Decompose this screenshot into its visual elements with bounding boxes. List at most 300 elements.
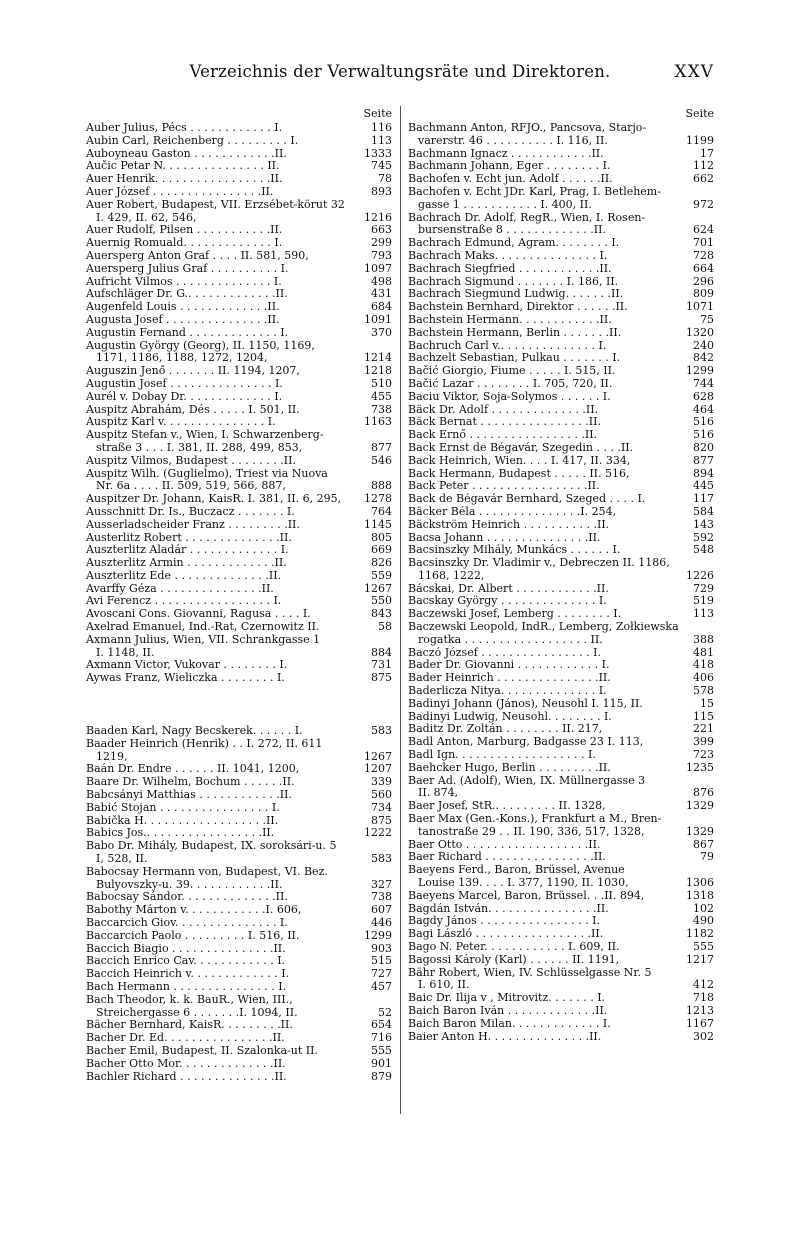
entry-page: 716 [371, 1031, 392, 1045]
index-entry [408, 877, 714, 890]
index-entry [408, 979, 714, 992]
entry-page: 628 [693, 389, 714, 403]
entry-page [683, 557, 714, 570]
entry-page: 663 [371, 223, 392, 237]
entry-page: 745 [371, 159, 392, 173]
entry-page: 58 [378, 620, 392, 634]
index-entry [86, 943, 392, 956]
index-entry [408, 698, 714, 711]
index-entry [86, 672, 392, 685]
index-entry [408, 263, 714, 276]
entry-text: straße 3 . . . I. 381, II. 288, 499, 853, [96, 441, 303, 454]
index-entry [408, 532, 714, 545]
entry-text: Baehcker Hugo, Berlin . . . . . . . . .II. [408, 761, 611, 774]
entry-page: 516 [693, 415, 714, 429]
index-entry [86, 1058, 392, 1071]
entry-page: 809 [693, 287, 714, 301]
entry-text: Aubin Carl, Reichenberg . . . . . . . . . I. [86, 134, 299, 147]
entry-page: 901 [371, 1056, 392, 1070]
entry-text: Auer Rudolf, Pilsen . . . . . . . . . . .II. [86, 224, 283, 237]
entry-text: Bachmann Anton, RFJO., Pancsova, Starjo- [408, 122, 647, 134]
entry-text: Aurél v. Dobay Dr. . . . . . . . . . . . . I. [86, 390, 283, 403]
entry-page: 583 [371, 852, 392, 866]
entry-page: 15 [700, 696, 714, 710]
entry-page: 583 [371, 724, 392, 738]
index-entry [408, 915, 714, 928]
entry-text: Bagdy János . . . . . . . . . . . . . . . . I. [408, 915, 600, 928]
entry-text: Streichergasse 6 . . . . . . .I. 1094, II. [96, 1006, 298, 1019]
index-entry [86, 725, 392, 738]
entry-text: Baer Richard . . . . . . . . . . . . . . . .II. [408, 851, 606, 864]
entry-text: Auersperg Julius Graf . . . . . . . . . . I. [86, 262, 289, 275]
entry-page [361, 429, 392, 442]
entry-page: 624 [693, 223, 714, 237]
index-entry [86, 802, 392, 815]
entry-page: 972 [693, 197, 714, 211]
entry-page: 1145 [364, 517, 392, 531]
index-entry [408, 1018, 714, 1031]
index-entry [86, 173, 392, 186]
entry-page: 548 [693, 543, 714, 557]
entry-page: 684 [371, 300, 392, 314]
index-entry [86, 301, 392, 314]
entry-text: Bachstein Hermann, Berlin . . . . . . .II. [408, 326, 622, 339]
entry-page: 412 [693, 978, 714, 992]
entry-text: Baeyens Marcel, Baron, Brüssel. . .II. 894, [408, 889, 645, 902]
entry-page: 339 [371, 775, 392, 789]
entry-page: 431 [371, 287, 392, 301]
entry-text: Austerlitz Robert . . . . . . . . . . . . . .II. [86, 531, 292, 544]
index-entry [86, 955, 392, 968]
entry-text: Badl Ign. . . . . . . . . . . . . . . . . . . I. [408, 749, 596, 762]
entry-page: 877 [693, 453, 714, 467]
entry-page: 1217 [686, 952, 714, 966]
index-entry [86, 212, 392, 225]
entry-text: bursenstraße 8 . . . . . . . . . . . . .II. [418, 224, 606, 237]
index-entry [408, 685, 714, 698]
entry-page: 654 [371, 1018, 392, 1032]
entry-text: Baeyens Ferd., Baron, Brüssel, Avenue [408, 864, 625, 877]
entry-page: 662 [693, 172, 714, 186]
entry-text: Bäck Bernat . . . . . . . . . . . . . . . .II. [408, 416, 601, 429]
index-entry [86, 595, 392, 608]
entry-text: Augusta Josef . . . . . . . . . . . . . . .II. [86, 313, 280, 326]
index-entry [408, 160, 714, 173]
entry-page: 875 [371, 671, 392, 685]
entry-text: Babocsay Sándor. . . . . . . . . . . . . .II. [86, 891, 288, 904]
entry-text: Baer Otto . . . . . . . . . . . . . . . . . .II. [408, 838, 601, 851]
index-entry [408, 813, 714, 826]
entry-text: Baczó József . . . . . . . . . . . . . . . . I. [408, 646, 601, 659]
page-number: XXV [674, 62, 714, 82]
entry-text: Babothy Márton v. . . . . . . . . . . .I. 606, [86, 904, 302, 917]
entry-page: 1167 [686, 1016, 714, 1030]
index-entry [86, 532, 392, 545]
entry-text: Auer József . . . . . . . . . . . . . . . .II. [86, 185, 274, 198]
index-entry [86, 751, 392, 764]
entry-text: Louise 139. . . . I. 377, 1190, II. 1030, [418, 877, 629, 890]
entry-text: Baer Ad. (Adolf), Wien, IX. Müllnergasse 3 [408, 774, 646, 787]
entry-text: Baare Dr. Wilhelm, Bochum . . . . . .II. [86, 776, 295, 789]
entry-page: 299 [371, 236, 392, 250]
entry-page: 723 [693, 748, 714, 762]
index-entry [408, 276, 714, 289]
entry-page: 221 [693, 722, 714, 736]
index-entry [86, 981, 392, 994]
index-entry [86, 263, 392, 276]
entry-page: 729 [693, 581, 714, 595]
index-entry [86, 738, 392, 751]
entry-page: 446 [371, 916, 392, 930]
index-entry [86, 891, 392, 904]
entry-page: 555 [693, 940, 714, 953]
index-entry [408, 711, 714, 724]
entry-text: Bagdán István. . . . . . . . . . . . . . . .II. [408, 902, 609, 915]
index-entry [86, 659, 392, 672]
entry-text: Back Ernő . . . . . . . . . . . . . . . . .II. [408, 429, 598, 442]
index-entry [86, 237, 392, 250]
page-header [86, 62, 714, 92]
index-entry [408, 954, 714, 967]
entry-page: 867 [693, 837, 714, 851]
entry-page: 1222 [364, 826, 392, 840]
index-entry [408, 506, 714, 519]
entry-text: Babocsay Hermann von, Budapest, VI. Bez. [86, 865, 328, 878]
seite-label-right: Seite [685, 107, 714, 120]
entry-page: 143 [693, 517, 714, 531]
entry-text: Badinyi Ludwig, Neusohl. . . . . . . . I. [408, 710, 612, 723]
index-entry [86, 827, 392, 840]
entry-text: I. 1148, II. [96, 646, 155, 659]
entry-text: Augustin Josef . . . . . . . . . . . . . . . I. [86, 377, 283, 390]
entry-page: 115 [693, 709, 714, 723]
index-entry [86, 763, 392, 776]
entry-text: Baccich Enrico Cav. . . . . . . . . . . . I. [86, 955, 286, 968]
index-entry [408, 122, 714, 135]
entry-text: Bachrach Edmund, Agram. . . . . . . . I. [408, 237, 620, 250]
entry-page: 498 [371, 274, 392, 288]
entry-page: 113 [693, 607, 714, 621]
entry-text: Badl Anton, Marburg, Badgasse 23 I. 113, [408, 736, 644, 749]
entry-text: Baich Baron Iván . . . . . . . . . . . . .II. [408, 1004, 608, 1017]
section-gap [86, 685, 392, 725]
entry-page: 1329 [686, 824, 714, 838]
entry-page [683, 813, 714, 826]
entry-page: 826 [371, 556, 392, 570]
entry-page: 1163 [364, 415, 392, 429]
index-entry [86, 776, 392, 789]
index-entry [86, 352, 392, 365]
entry-text: Bachmann Ignacz . . . . . . . . . . . .II. [408, 147, 604, 160]
entry-text: varerstr. 46 . . . . . . . . . . I. 116, II. [418, 134, 608, 147]
entry-text: Baccich Biagio . . . . . . . . . . . . . . .II. [86, 942, 286, 955]
entry-page: 559 [371, 568, 392, 582]
index-entry [408, 826, 714, 839]
entry-page: 555 [371, 1043, 392, 1057]
entry-text: Baccarcich Paolo . . . . . . . . . I. 516, II. [86, 929, 300, 942]
entry-text: Bachrach Siegmund Ludwig. . . . . . .II. [408, 288, 624, 301]
entry-text: Bachstein Bernhard, Direktor . . . . . .II. [408, 301, 628, 314]
entry-page: 481 [693, 645, 714, 659]
entry-text: Auer Robert, Budapest, VII. Erzsébet-körut 32 [86, 198, 345, 211]
index-entry [408, 365, 714, 378]
index-entry [408, 212, 714, 225]
entry-page: 550 [371, 594, 392, 608]
index-entry [86, 519, 392, 532]
index-entry [408, 800, 714, 813]
right-column [408, 106, 714, 1043]
entry-page: 102 [693, 901, 714, 915]
entry-text: Nr. 6a . . . . II. 509, 519, 566, 887, [96, 480, 286, 493]
entry-page: 418 [693, 658, 714, 672]
entry-text: Bäckström Heinrich . . . . . . . . . . .II. [408, 518, 610, 531]
index-entry [408, 237, 714, 250]
entry-text: Bago N. Peter. . . . . . . . . . . . I. 609, II. [408, 941, 620, 953]
index-entry [408, 340, 714, 353]
index-entry [86, 968, 392, 981]
entry-text: Bacsinszky Mihály, Munkács . . . . . . I. [408, 544, 621, 557]
index-entry [86, 570, 392, 583]
index-entry [408, 224, 714, 237]
entry-text: I, 528, II. [96, 853, 148, 866]
entry-text: 1171, 1186, 1188, 1272, 1204, [96, 352, 268, 365]
entry-page: 515 [371, 954, 392, 968]
entry-text: Bachler Richard . . . . . . . . . . . . . .II. [86, 1070, 287, 1083]
entry-page: 302 [693, 1029, 714, 1043]
index-entry [408, 442, 714, 455]
entry-text: Axmann Julius, Wien, VII. Schrankgasse 1 [86, 633, 321, 646]
entry-page [683, 122, 714, 135]
entry-text: Babo Dr. Mihály, Budapest, IX. soroksári-u. 5 [86, 840, 337, 853]
index-entry [408, 186, 714, 199]
index-entry [408, 1031, 714, 1044]
index-entry [86, 608, 392, 621]
entry-text: Axmann Victor, Vukovar . . . . . . . . I. [86, 659, 288, 672]
entry-text: gasse 1 . . . . . . . . . . . I. 400, II. [418, 198, 592, 211]
entry-text: Avi Ferencz . . . . . . . . . . . . . . . . . I. [86, 595, 282, 608]
entry-text: Auspitzer Dr. Johann, KaisR. I. 381, II. 6, 295, [86, 493, 342, 506]
entry-text: tanostraße 29 . . II. 190, 336, 517, 1328, [418, 825, 645, 838]
entry-text: Auersperg Anton Graf . . . . II. 581, 590, [86, 249, 309, 262]
entry-text: Back Peter . . . . . . . . . . . . . . . . .II. [408, 480, 600, 493]
index-entry [86, 583, 392, 596]
entry-text: Bagi László . . . . . . . . . . . . . . . . .II. [408, 928, 604, 941]
entry-text: Aufschläger Dr. G.. . . . . . . . . . . . .II. [86, 288, 288, 301]
index-entry [408, 583, 714, 596]
index-entry [408, 851, 714, 864]
entry-page: 701 [693, 236, 714, 250]
entry-text: Augustin Fernand . . . . . . . . . . . . . I. [86, 326, 289, 339]
index-entry [408, 468, 714, 481]
index-entry [408, 519, 714, 532]
entry-page: 516 [693, 428, 714, 442]
entry-text: Bacher Dr. Ed. . . . . . . . . . . . . . . .II. [86, 1032, 285, 1045]
index-entry [408, 135, 714, 148]
entry-page: 1267 [364, 749, 392, 763]
index-entry [86, 647, 392, 660]
entry-page: 1235 [686, 760, 714, 774]
index-entry [86, 148, 392, 161]
entry-page: 327 [371, 877, 392, 891]
index-entry [86, 365, 392, 378]
index-entry [408, 928, 714, 941]
index-entry [408, 404, 714, 417]
entry-page: 510 [371, 376, 392, 390]
column-divider [400, 106, 401, 1114]
entry-page: 1299 [364, 928, 392, 942]
entry-text: Baader Heinrich (Henrik) . . I. 272, II. 611 [86, 737, 323, 750]
entry-text: rogatka . . . . . . . . . . . . . . . . . . II. [418, 633, 603, 646]
index-entry [86, 557, 392, 570]
entry-page: 578 [693, 684, 714, 698]
index-entry [86, 853, 392, 866]
entry-page [361, 994, 392, 1007]
entry-text: Auspitz Abrahám, Dés . . . . . I. 501, II. [86, 403, 300, 416]
index-entry [408, 775, 714, 788]
entry-page: 113 [371, 133, 392, 147]
index-entry [86, 327, 392, 340]
index-entry [408, 672, 714, 685]
index-entry [86, 815, 392, 828]
index-entry [408, 455, 714, 468]
entry-text: Baciu Viktor, Soja-Solymos . . . . . . I. [408, 390, 611, 403]
index-entry [86, 917, 392, 930]
index-entry [408, 864, 714, 877]
entry-text: Bachrach Sigmund . . . . . . . I. 186, II. [408, 275, 619, 288]
index-entry [86, 276, 392, 289]
entry-text: Auspitz Wilh. (Guglielmo), Triest via Nuova [86, 467, 328, 480]
entry-page: 793 [371, 248, 392, 262]
entry-page: 884 [371, 645, 392, 659]
entry-page: 728 [693, 248, 714, 262]
entry-text: Bachrach Maks. . . . . . . . . . . . . . . I. [408, 249, 608, 262]
entry-page: 903 [371, 941, 392, 955]
entry-page: 843 [371, 607, 392, 621]
entry-page: 1329 [686, 799, 714, 813]
entry-page: 490 [693, 914, 714, 928]
index-entry [86, 224, 392, 237]
entry-text: Bachzelt Sebastian, Pulkau . . . . . . . I. [408, 352, 621, 365]
index-entry [86, 879, 392, 892]
entry-page: 112 [693, 159, 714, 173]
entry-text: Baer Josef, StR.. . . . . . . . . II. 1328, [408, 800, 606, 813]
entry-text: 1168, 1222, [418, 569, 485, 582]
index-entry [408, 659, 714, 672]
index-entry [86, 314, 392, 327]
index-entry [408, 314, 714, 327]
entry-page: 1320 [686, 325, 714, 339]
entry-text: Bachrach Dr. Adolf, RegR., Wien, I. Rosen- [408, 211, 646, 224]
entry-page [361, 738, 392, 751]
index-entry [86, 1045, 392, 1058]
index-entry [86, 1007, 392, 1020]
entry-page [361, 634, 392, 647]
entry-page: 1214 [364, 351, 392, 365]
entry-page: 731 [371, 658, 392, 672]
entry-text: Axelrad Emanuel, Ind.-Rat, Czernowitz II. [86, 621, 320, 634]
entry-text: Auszterlitz Aladár . . . . . . . . . . . . . I. [86, 544, 289, 557]
entry-page: 727 [371, 967, 392, 981]
index-entry [408, 493, 714, 506]
entry-text: Back Hermann, Budapest . . . . . II. 516, [408, 467, 630, 480]
index-entry [86, 391, 392, 404]
entry-text: Auer Henrik. . . . . . . . . . . . . . . . .II. [86, 173, 283, 186]
index-entry [408, 967, 714, 980]
entry-page: 560 [371, 788, 392, 802]
index-entry [408, 762, 714, 775]
entry-text: Bacher Otto Mor. . . . . . . . . . . . . .II. [86, 1057, 286, 1070]
index-entry [86, 135, 392, 148]
index-entry [408, 749, 714, 762]
entry-page: 669 [371, 543, 392, 557]
entry-page [361, 199, 392, 212]
entry-text: Avarffy Géza . . . . . . . . . . . . . . .II. [86, 582, 274, 595]
entry-page: 894 [693, 466, 714, 480]
entry-page: 406 [693, 671, 714, 685]
entry-text: Bacher Emil, Budapest, II. Szalonka-ut II. [86, 1044, 318, 1057]
entry-text: Auspitz Karl v. . . . . . . . . . . . . . . I. [86, 416, 276, 429]
entry-text: Aučic Petar N. . . . . . . . . . . . . . . II. [86, 160, 280, 173]
entry-text: Bach Hermann . . . . . . . . . . . . . . . I. [86, 981, 287, 993]
entry-text: Baich Baron Milan. . . . . . . . . . . . . I. [408, 1017, 611, 1030]
entry-text: Baccarcich Giov. . . . . . . . . . . . . . . I. [86, 917, 288, 930]
entry-page: 1226 [686, 568, 714, 582]
entry-text: Baer Max (Gen.-Kons.), Frankfurt a M., Bren- [408, 813, 662, 826]
entry-page: 738 [371, 890, 392, 904]
entry-text: Baic Dr. Ilija v , Mitrovitz. . . . . . . I. [408, 992, 606, 1005]
entry-page: 1318 [686, 888, 714, 902]
entry-page: 17 [700, 146, 714, 160]
entry-text: Bachmann Johann, Eger . . . . . . . . I. [408, 160, 611, 173]
entry-text: Babić Stojan . . . . . . . . . . . . . . . . I. [86, 801, 280, 814]
index-entry [86, 994, 392, 1007]
entry-page: 79 [700, 850, 714, 864]
index-entry [408, 992, 714, 1005]
index-entry [86, 930, 392, 943]
entry-text: Augustin György (Georg), II. 1150, 1169, [86, 339, 315, 352]
index-entry [86, 199, 392, 212]
index-entry [86, 1071, 392, 1084]
index-entry [408, 378, 714, 391]
entry-text: Bacsinszky Dr. Vladimir v., Debreczen II. 1186, [408, 557, 670, 570]
index-entry [408, 647, 714, 660]
index-entry [408, 634, 714, 647]
entry-text: Aywas Franz, Wieliczka . . . . . . . . I. [86, 672, 285, 685]
entry-page: 75 [700, 312, 714, 326]
entry-page: 744 [693, 376, 714, 390]
entry-page: 388 [693, 632, 714, 646]
index-entry [86, 1019, 392, 1032]
seite-label-left: Seite [363, 107, 392, 120]
entry-page: 399 [693, 735, 714, 749]
entry-text: Auspitz Stefan v., Wien, I. Schwarzenberg- [86, 429, 324, 442]
entry-text: Aufricht Vilmos . . . . . . . . . . . . . . I. [86, 275, 282, 288]
entry-page: 455 [371, 389, 392, 403]
entry-page: 370 [371, 325, 392, 339]
entry-text: II. 874, [418, 787, 459, 800]
entry-text: Bächer Bernhard, KaisR. . . . . . . . .II. [86, 1019, 293, 1032]
entry-text: Bácskai, Dr. Albert . . . . . . . . . . . .II. [408, 582, 609, 595]
entry-page: 1207 [364, 762, 392, 776]
entry-text: Auspitz Vilmos, Budapest . . . . . . . .II. [86, 454, 296, 467]
entry-page: 1216 [364, 210, 392, 224]
entry-page: 546 [371, 453, 392, 467]
entry-text: 1219, [96, 750, 128, 763]
entry-text: Bader Heinrich . . . . . . . . . . . . . . .II. [408, 672, 611, 685]
entry-text: I. 610, II. [418, 979, 470, 992]
entry-page: 738 [371, 402, 392, 416]
entry-text: Badinyi Johann (János), Neusohl I. 115, II. [408, 697, 643, 710]
